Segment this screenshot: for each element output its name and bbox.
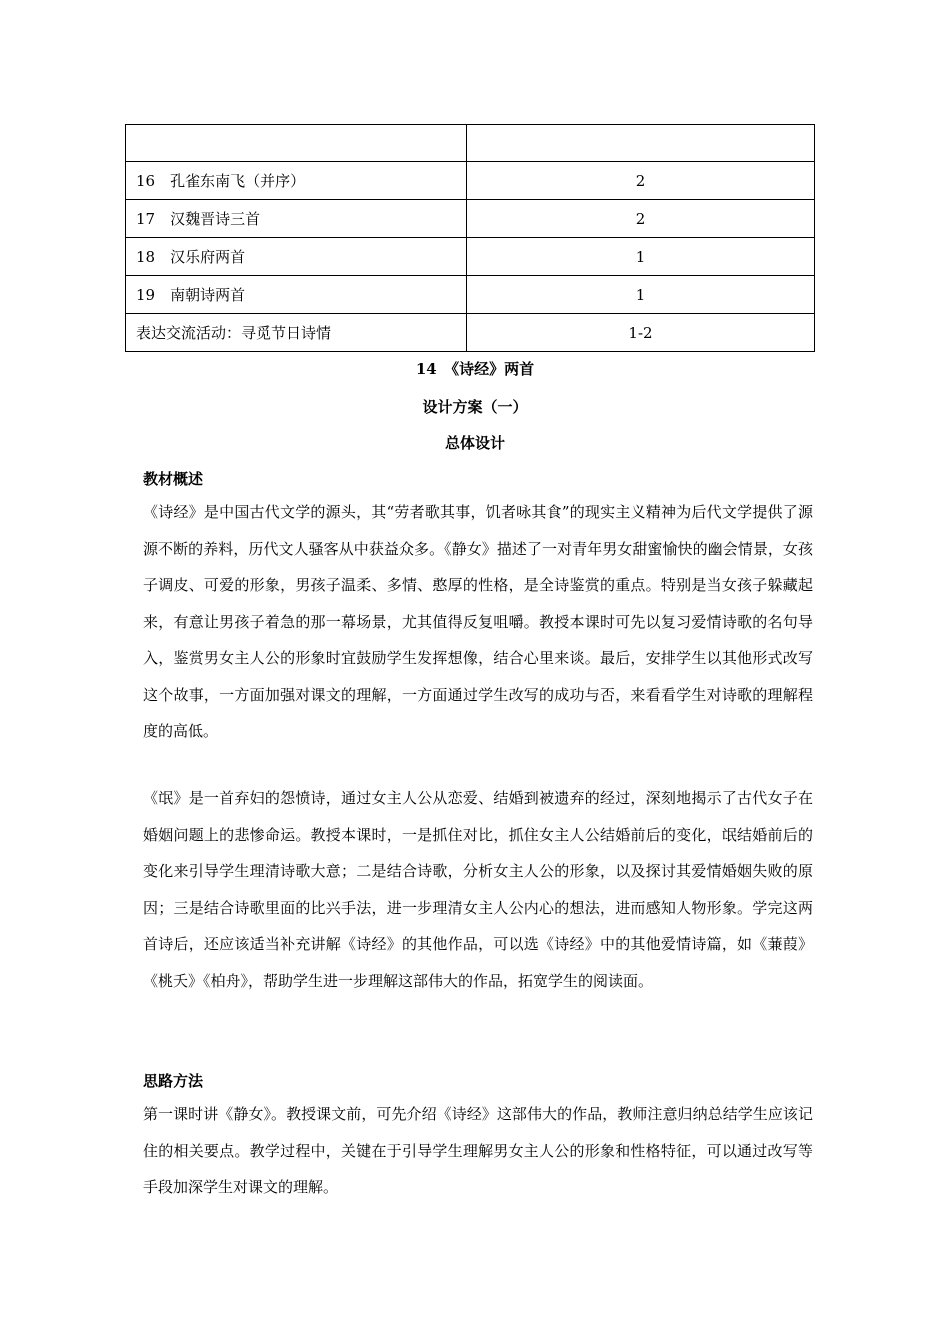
table-row [126,200,815,238]
table-row [126,238,815,276]
overview-paragraph-1: 《诗经》是中国古代文学的源头，其“劳者歌其事，饥者咏其食”的现实主义精神为后代文学提供了源源不断的养料，历代文人骚客从中获益众多。《静女》描述了一对青年男女甜蜜愉快的幽会情景，女孩子调皮、可爱的形象，男孩子温柔、多情、憨厚的性格，是全诗鉴赏的重点。特别是当女孩子躲藏起来，有意让男孩子着急的那一幕场景，尤其值得反复咀嚼。教授本课时可先以复习爱情诗歌的名句导入，鉴赏男女主人公的形象时宜鼓励学生发挥想像，结合心里来谈。最后，安排学生以其他形式改写这个故事，一方面加强对课文的理解，一方面通过学生改写的成功与否，来看看学生对诗歌的理解程度的高低。 [143,503,813,740]
method-heading: 思路方法 [143,1072,204,1090]
lesson-title: 14 《诗经》两首 [415,360,535,378]
table-row [126,162,815,200]
table-row [126,314,815,352]
lesson-schedule-table [125,124,815,352]
lesson-title-cell: 17 汉魏晋诗三首 [126,200,467,238]
lesson-title-cell: 16 孔雀东南飞（并序） [126,162,467,200]
lesson-hours-cell: 1 [467,276,815,314]
lesson-hours-cell: 1 [467,238,815,276]
lesson-hours-cell: 1-2 [467,314,815,352]
lesson-hours-cell: 2 [467,162,815,200]
method-paragraph-1: 第一课时讲《静女》。教授课文前，可先介绍《诗经》这部伟大的作品，教师注意归纳总结学生应该记住的相关要点。教学过程中，关键在于引导学生理解男女主人公的形象和性格特征，可以通过改写等手段加深学生对课文的理解。 [143,1105,813,1196]
lesson-hours-cell: 2 [467,200,815,238]
lesson-hours-cell [467,125,815,162]
plan-title: 设计方案（一） [422,398,528,416]
table-row [126,276,815,314]
overview-paragraph-2: 《氓》是一首弃妇的怨愤诗，通过女主人公从恋爱、结婚到被遗弃的经过，深刻地揭示了古代女子在婚姻问题上的悲惨命运。教授本课时，一是抓住对比，抓住女主人公结婚前后的变化，氓结婚前后的变化来引导学生理清诗歌大意；二是结合诗歌，分析女主人公的形象，以及探讨其爱情婚姻失败的原因；三是结合诗歌里面的比兴手法，进一步理清女主人公内心的想法，进而感知人物形象。学完这两首诗后，还应该适当补充讲解《诗经》的其他作品，可以选《诗经》中的其他爱情诗篇，如《蒹葭》《桃夭》《柏舟》，帮助学生进一步理解这部伟大的作品，拓宽学生的阅读面。 [143,789,813,990]
overall-design-title: 总体设计 [444,434,505,452]
table-row [126,125,815,162]
overview-heading: 教材概述 [143,470,204,488]
lesson-title-cell: 18 汉乐府两首 [126,238,467,276]
lesson-title-cell: 表达交流活动：寻觅节日诗情 [126,314,467,352]
lesson-title-cell [126,125,467,162]
lesson-title-cell: 19 南朝诗两首 [126,276,467,314]
